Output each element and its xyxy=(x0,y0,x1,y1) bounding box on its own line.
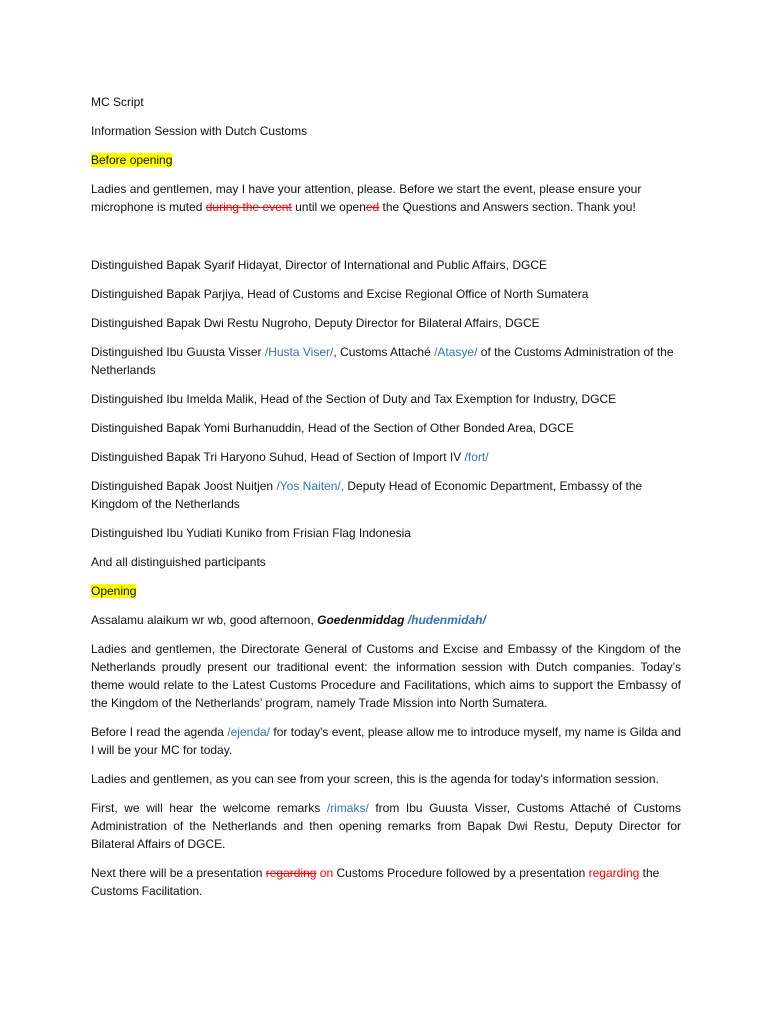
guest-line: Distinguished Ibu Imelda Malik, Head of the Section of Duty and Tax Exemption for Industry, DGCE xyxy=(91,392,617,406)
guest-line-visser xyxy=(91,343,681,379)
blank-line xyxy=(91,227,681,256)
pronunciation-note: /Husta Viser/ xyxy=(264,345,334,359)
attention-text-c: the Questions and Answers section. Thank you! xyxy=(379,200,636,214)
guest-line-tri xyxy=(91,448,681,466)
screen-paragraph: Ladies and gentlemen, as you can see from your screen, this is the agenda for today's information session. xyxy=(91,772,659,786)
inserted-text: regarding xyxy=(588,866,640,880)
attention-paragraph xyxy=(91,180,681,216)
welcome-remarks-paragraph xyxy=(91,799,681,853)
guest-line: Distinguished Bapak Dwi Restu Nugroho, Deputy Director for Bilateral Affairs, DGCE xyxy=(91,316,540,330)
greeting-line xyxy=(91,611,681,629)
presentation-paragraph xyxy=(91,864,681,900)
attention-text-a: Ladies and gentlemen, may I have your attention, please. Before we start the event, please ensure your microphone is muted xyxy=(91,182,642,214)
inserted-text: on xyxy=(316,866,334,880)
presentation-text: Customs Procedure followed by a presentation xyxy=(333,866,589,880)
guest-line: Distinguished Bapak Parjiya, Head of Customs and Excise Regional Office of North Sumatera xyxy=(91,287,589,301)
guest-text: Deputy Head of Economic Department, Embassy of the Kingdom of the Netherlands xyxy=(91,479,643,511)
before-opening-label: Before opening xyxy=(91,153,173,167)
presentation-text: Next there will be a presentation xyxy=(91,866,266,880)
deleted-suffix: ed xyxy=(365,200,380,214)
greeting-text: Assalamu alaikum wr wb, good afternoon, xyxy=(91,613,318,627)
intro-paragraph: Ladies and gentlemen, the Directorate General of Customs and Excise and Embassy of the Kingdom of the Netherlands proudly present our traditional event: the information session with Dutch companies. Today’s theme would relate to the Latest Customs Procedure and Facilitations, which aims to support the Embassy of the Kingdom of the Netherlands’ program, namely Trade Mission into North Sumatera. xyxy=(91,642,681,710)
dutch-greeting: Goedenmiddag xyxy=(317,613,405,627)
doc-title: MC Script xyxy=(91,95,144,109)
guest-text: Distinguished Bapak Joost Nuitjen xyxy=(91,479,277,493)
remarks-text: First, we will hear the welcome remarks xyxy=(91,801,327,815)
guest-text: Distinguished Bapak Tri Haryono Suhud, Head of Section of Import IV xyxy=(91,450,465,464)
guest-line: Distinguished Bapak Syarif Hidayat, Director of International and Public Affairs, DGCE xyxy=(91,258,547,272)
agenda-text: for today's event, please allow me to introduce myself, my name is Gilda and I will be your MC for today. xyxy=(91,725,682,757)
doc-subtitle: Information Session with Dutch Customs xyxy=(91,124,308,138)
pronunciation-note: /hudenmidah/ xyxy=(404,613,486,627)
pronunciation-note: /ejenda/ xyxy=(227,725,270,739)
document-body xyxy=(91,93,681,911)
opening-heading xyxy=(91,582,681,600)
opening-label: Opening xyxy=(91,584,137,598)
guest-line: Distinguished Bapak Yomi Burhanuddin, Head of the Section of Other Bonded Area, DGCE xyxy=(91,421,574,435)
guest-line-joost xyxy=(91,477,681,513)
all-participants-line: And all distinguished participants xyxy=(91,555,266,569)
guest-line: Distinguished Ibu Yudiati Kuniko from Frisian Flag Indonesia xyxy=(91,526,411,540)
guest-text: Distinguished Ibu Guusta Visser xyxy=(91,345,265,359)
pronunciation-note: /Atasye/ xyxy=(434,345,478,359)
pronunciation-note: /fort/ xyxy=(464,450,489,464)
remarks-text: from Ibu Guusta Visser, Customs Attaché of Customs Administration of the Netherlands and then opening remarks from Bapak Dwi Restu, Deputy Director for Bilateral Affairs of DGCE. xyxy=(91,801,681,851)
deleted-text: regarding xyxy=(265,866,317,880)
deleted-text: during the event xyxy=(205,200,292,214)
agenda-paragraph xyxy=(91,723,681,759)
before-opening-heading xyxy=(91,151,681,169)
guest-text: , Customs Attaché xyxy=(333,345,435,359)
attention-text-b: until we open xyxy=(291,200,366,214)
presentation-text: the Customs Facilitation. xyxy=(91,866,660,898)
pronunciation-note: /rimaks/ xyxy=(326,801,369,815)
agenda-text: Before I read the agenda xyxy=(91,725,228,739)
pronunciation-note: /Yos Naiten/, xyxy=(276,479,345,493)
guest-text: of the Customs Administration of the Netherlands xyxy=(91,345,674,377)
